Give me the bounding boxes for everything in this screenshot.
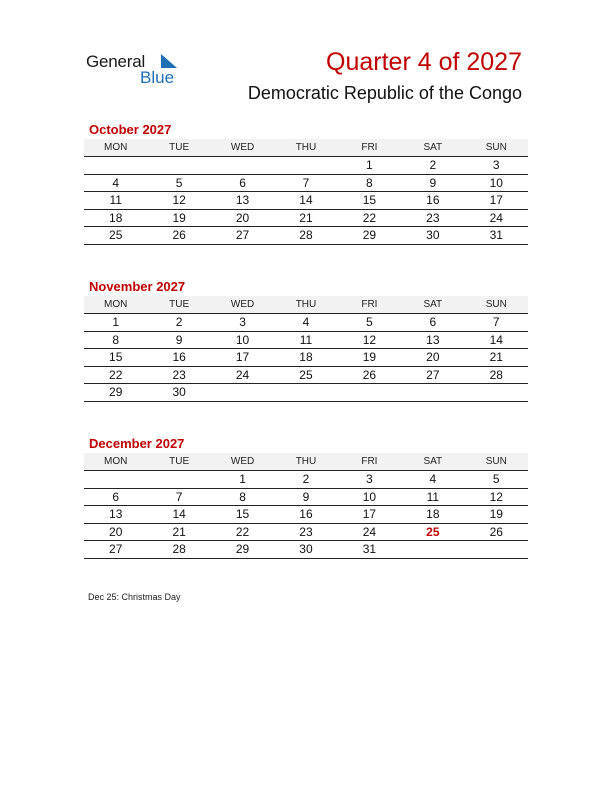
empty-day-cell: [147, 471, 210, 489]
logo-triangle-icon: [161, 54, 177, 68]
day-cell: 28: [465, 366, 528, 384]
week-row: [84, 331, 528, 349]
weekday-header: SUN: [465, 139, 528, 157]
day-cell: 23: [147, 366, 210, 384]
day-cell: 8: [211, 488, 274, 506]
week-row: [84, 471, 528, 489]
weekday-header: SAT: [401, 453, 464, 471]
day-cell: 2: [147, 314, 210, 332]
day-cell: 20: [211, 209, 274, 227]
empty-day-cell: [211, 157, 274, 175]
day-cell: 19: [465, 506, 528, 524]
day-cell: 10: [465, 174, 528, 192]
calendar-table: [84, 139, 528, 245]
month-december: [84, 435, 528, 559]
weekday-header: WED: [211, 296, 274, 314]
day-cell: 12: [338, 331, 401, 349]
weekday-header: THU: [274, 453, 337, 471]
day-cell: 3: [338, 471, 401, 489]
day-cell: 23: [274, 523, 337, 541]
day-cell: 23: [401, 209, 464, 227]
day-cell: 16: [147, 349, 210, 367]
day-cell: 15: [211, 506, 274, 524]
day-cell: 1: [211, 471, 274, 489]
day-cell: 17: [211, 349, 274, 367]
day-cell: 29: [338, 227, 401, 245]
day-cell: 10: [211, 331, 274, 349]
empty-day-cell: [211, 384, 274, 402]
logo-general-text: General: [86, 52, 146, 71]
day-cell: 27: [401, 366, 464, 384]
week-row: [84, 488, 528, 506]
day-cell: 13: [84, 506, 147, 524]
month-title: November 2027: [89, 279, 186, 294]
weekday-header: SAT: [401, 296, 464, 314]
day-cell: 15: [84, 349, 147, 367]
day-cell: 29: [84, 384, 147, 402]
day-cell: 30: [274, 541, 337, 559]
week-row: [84, 314, 528, 332]
calendar-table: [84, 296, 528, 402]
day-cell: 22: [338, 209, 401, 227]
weekday-header: THU: [274, 139, 337, 157]
day-cell: 31: [338, 541, 401, 559]
weekday-header: TUE: [147, 453, 210, 471]
day-cell: 26: [465, 523, 528, 541]
day-cell: 6: [84, 488, 147, 506]
day-cell: 5: [147, 174, 210, 192]
day-cell: 2: [274, 471, 337, 489]
month-october: [84, 121, 528, 245]
day-cell: 31: [465, 227, 528, 245]
generalblue-logo: [86, 50, 206, 90]
holiday-day-cell: 25: [401, 523, 464, 541]
quarter-title: Quarter 4 of 2027: [326, 48, 522, 76]
day-cell: 7: [274, 174, 337, 192]
day-cell: 24: [338, 523, 401, 541]
weekday-header-row: [84, 296, 528, 314]
day-cell: 21: [465, 349, 528, 367]
day-cell: 19: [147, 209, 210, 227]
day-cell: 2: [401, 157, 464, 175]
day-cell: 8: [84, 331, 147, 349]
day-cell: 21: [147, 523, 210, 541]
empty-day-cell: [274, 157, 337, 175]
week-row: [84, 366, 528, 384]
day-cell: 30: [147, 384, 210, 402]
day-cell: 6: [211, 174, 274, 192]
day-cell: 25: [84, 227, 147, 245]
day-cell: 1: [84, 314, 147, 332]
day-cell: 4: [401, 471, 464, 489]
day-cell: 20: [84, 523, 147, 541]
empty-day-cell: [84, 157, 147, 175]
day-cell: 9: [401, 174, 464, 192]
logo-blue-text: Blue: [140, 68, 175, 87]
day-cell: 13: [401, 331, 464, 349]
weekday-header: MON: [84, 453, 147, 471]
week-row: [84, 227, 528, 245]
day-cell: 28: [274, 227, 337, 245]
day-cell: 24: [465, 209, 528, 227]
weekday-header: SUN: [465, 296, 528, 314]
day-cell: 3: [211, 314, 274, 332]
day-cell: 30: [401, 227, 464, 245]
month-november: [84, 278, 528, 402]
week-row: [84, 209, 528, 227]
empty-day-cell: [338, 384, 401, 402]
day-cell: 11: [84, 192, 147, 210]
day-cell: 28: [147, 541, 210, 559]
day-cell: 12: [465, 488, 528, 506]
day-cell: 18: [84, 209, 147, 227]
day-cell: 26: [147, 227, 210, 245]
day-cell: 9: [274, 488, 337, 506]
weekday-header: WED: [211, 453, 274, 471]
day-cell: 8: [338, 174, 401, 192]
day-cell: 27: [211, 227, 274, 245]
day-cell: 5: [465, 471, 528, 489]
weekday-header-row: [84, 139, 528, 157]
weekday-header: FRI: [338, 296, 401, 314]
weekday-header: TUE: [147, 296, 210, 314]
empty-day-cell: [274, 384, 337, 402]
weekday-header: FRI: [338, 139, 401, 157]
month-title: December 2027: [89, 436, 185, 451]
day-cell: 22: [84, 366, 147, 384]
week-row: [84, 349, 528, 367]
weekday-header: WED: [211, 139, 274, 157]
day-cell: 14: [465, 331, 528, 349]
day-cell: 24: [211, 366, 274, 384]
weekday-header: SUN: [465, 453, 528, 471]
empty-day-cell: [465, 384, 528, 402]
day-cell: 7: [147, 488, 210, 506]
calendar-table: [84, 453, 528, 559]
week-row: [84, 506, 528, 524]
empty-day-cell: [465, 541, 528, 559]
empty-day-cell: [84, 471, 147, 489]
week-row: [84, 157, 528, 175]
empty-day-cell: [401, 541, 464, 559]
day-cell: 20: [401, 349, 464, 367]
day-cell: 11: [401, 488, 464, 506]
day-cell: 27: [84, 541, 147, 559]
day-cell: 16: [274, 506, 337, 524]
week-row: [84, 174, 528, 192]
day-cell: 26: [338, 366, 401, 384]
week-row: [84, 541, 528, 559]
day-cell: 14: [274, 192, 337, 210]
day-cell: 10: [338, 488, 401, 506]
week-row: [84, 523, 528, 541]
day-cell: 5: [338, 314, 401, 332]
day-cell: 11: [274, 331, 337, 349]
month-title: October 2027: [89, 122, 172, 137]
day-cell: 9: [147, 331, 210, 349]
weekday-header-row: [84, 453, 528, 471]
weekday-header: THU: [274, 296, 337, 314]
weekday-header: FRI: [338, 453, 401, 471]
day-cell: 17: [465, 192, 528, 210]
day-cell: 14: [147, 506, 210, 524]
day-cell: 21: [274, 209, 337, 227]
day-cell: 4: [84, 174, 147, 192]
day-cell: 16: [401, 192, 464, 210]
country-title: Democratic Republic of the Congo: [247, 83, 522, 103]
day-cell: 19: [338, 349, 401, 367]
day-cell: 6: [401, 314, 464, 332]
week-row: [84, 192, 528, 210]
weekday-header: TUE: [147, 139, 210, 157]
day-cell: 1: [338, 157, 401, 175]
day-cell: 17: [338, 506, 401, 524]
day-cell: 15: [338, 192, 401, 210]
day-cell: 3: [465, 157, 528, 175]
week-row: [84, 384, 528, 402]
weekday-header: MON: [84, 296, 147, 314]
day-cell: 25: [274, 366, 337, 384]
day-cell: 18: [401, 506, 464, 524]
day-cell: 13: [211, 192, 274, 210]
empty-day-cell: [401, 384, 464, 402]
holiday-footnote: Dec 25: Christmas Day: [88, 592, 181, 602]
empty-day-cell: [147, 157, 210, 175]
day-cell: 7: [465, 314, 528, 332]
weekday-header: MON: [84, 139, 147, 157]
day-cell: 12: [147, 192, 210, 210]
day-cell: 18: [274, 349, 337, 367]
day-cell: 29: [211, 541, 274, 559]
day-cell: 4: [274, 314, 337, 332]
day-cell: 22: [211, 523, 274, 541]
weekday-header: SAT: [401, 139, 464, 157]
